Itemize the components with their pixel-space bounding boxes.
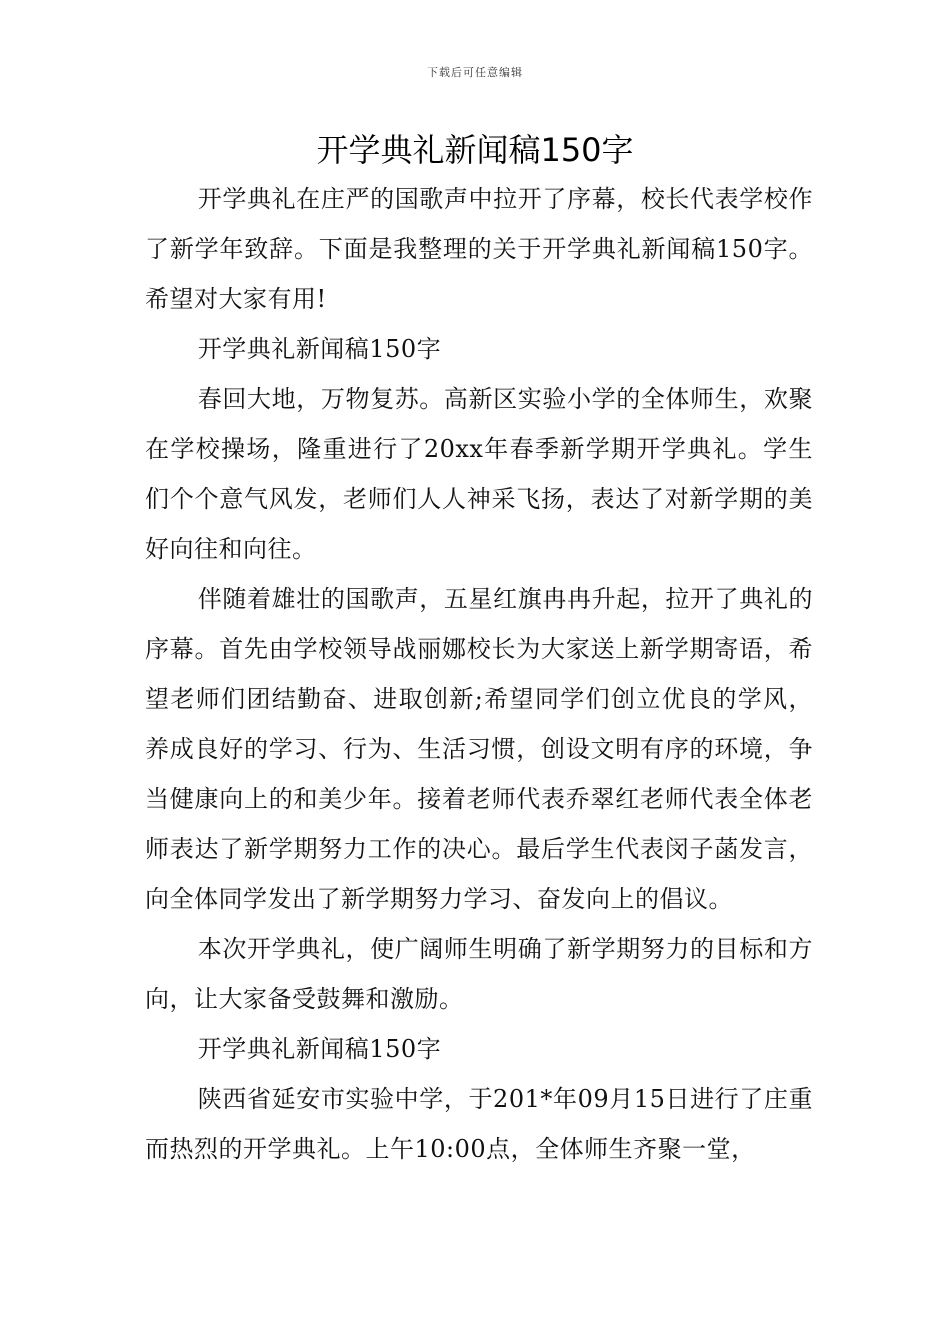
document-title: 开学典礼新闻稿150字 [316, 131, 634, 169]
paragraph: 伴随着雄壮的国歌声，五星红旗冉冉升起，拉开了典礼的序幕。首先由学校领导战丽娜校长为大家送上新学期寄语，希望老师们团结勤奋、进取创新;希望同学们创立优良的学风，养成良好的学习、行为、生活习惯，创设文明有序的环境，争当健康向上的和美少年。接着老师代表乔翠红老师代表全体老师表达了新学期努力工作的决心。最后学生代表闵子菡发言，向全体同学发出了新学期努力学习、奋发向上的倡议。 [145, 585, 813, 913]
paragraph: 春回大地，万物复苏。高新区实验小学的全体师生，欢聚在学校操场，隆重进行了20xx年春季新学期开学典礼。学生们个个意气风发，老师们人人神采飞扬，表达了对新学期的美好向往和向往。 [145, 385, 813, 563]
header-note: 下载后可任意编辑 [427, 66, 523, 79]
subheading: 开学典礼新闻稿150字 [197, 1035, 442, 1063]
paragraph: 本次开学典礼，使广阔师生明确了新学期努力的目标和方向，让大家备受鼓舞和激励。 [145, 935, 813, 1013]
paragraph-intro: 开学典礼在庄严的国歌声中拉开了序幕，校长代表学校作了新学年致辞。下面是我整理的关于开学典礼新闻稿150字。希望对大家有用! [145, 185, 813, 313]
document-body [145, 174, 813, 1174]
paragraph: 陕西省延安市实验中学，于201*年09月15日进行了庄重而热烈的开学典礼。上午10:00点，全体师生齐聚一堂， [145, 1085, 813, 1163]
subheading: 开学典礼新闻稿150字 [197, 335, 442, 363]
